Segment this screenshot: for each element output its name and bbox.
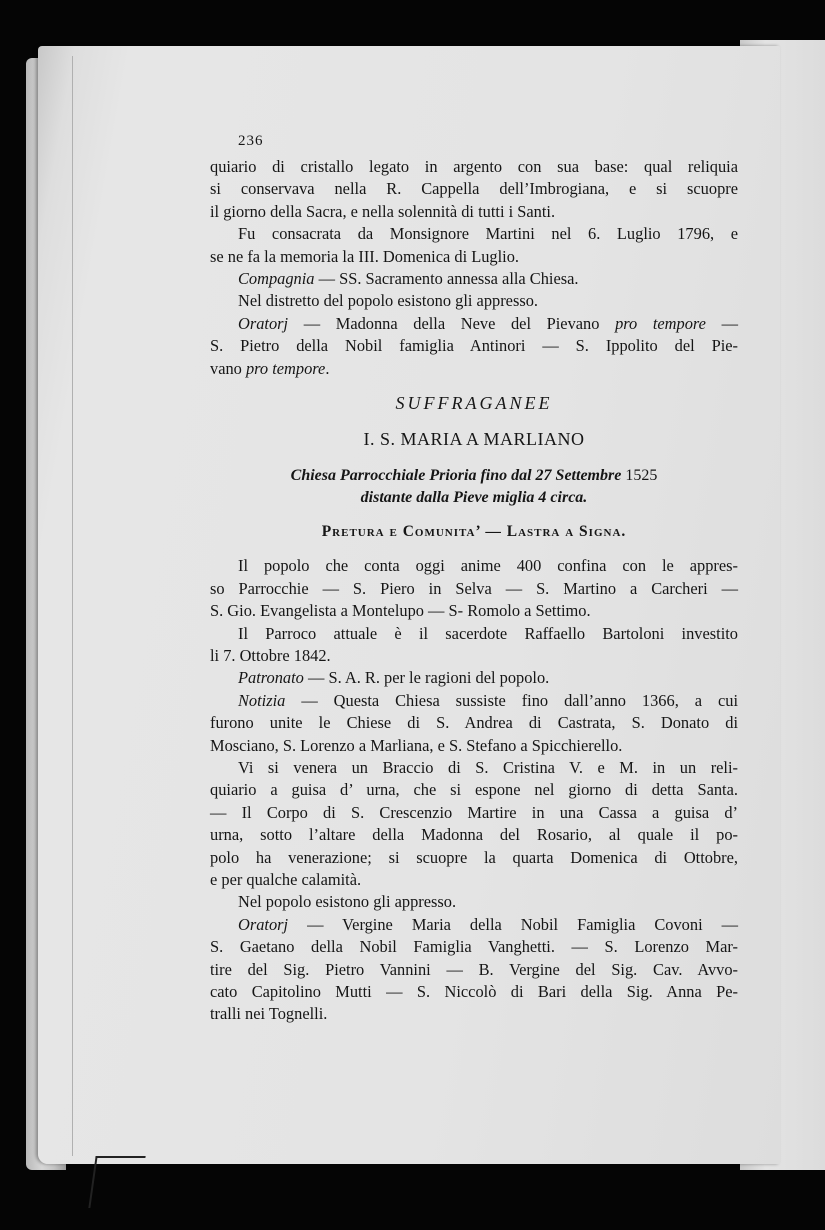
- church-subtitle: [210, 465, 738, 509]
- text-line: [210, 358, 738, 380]
- line-italic-tail: pro tempore: [245, 358, 326, 378]
- text-line: [210, 802, 738, 824]
- text-line: [210, 667, 738, 689]
- line-text: S. Pietro della Nobil famiglia Antinori — S. Ippolito del Pie-: [210, 336, 738, 356]
- line-text: tralli nei Tognelli.: [210, 1004, 328, 1024]
- church-subtitle-line1: Chiesa Parrocchiale Prioria fino dal 27 Settembre: [290, 466, 622, 484]
- text-line: [210, 290, 738, 312]
- text-line: [210, 555, 738, 577]
- text-line: [210, 959, 738, 981]
- line-text: li 7. Ottobre 1842.: [210, 645, 331, 665]
- line-text: cato Capitolino Mutti — S. Niccolò di Bari della Sig. Anna Pe-: [210, 982, 738, 1001]
- book-page: [38, 46, 780, 1164]
- line-text: — Il Corpo di S. Crescenzio Martire in una Cassa a guisa d’: [210, 802, 738, 822]
- line-text: Nel distretto del popolo esistono gli appresso.: [238, 291, 539, 311]
- line-text: S. Gaetano della Nobil Famiglia Vanghetti. — S. Lorenzo Mar-: [210, 937, 738, 957]
- line-text: Vi si venera un Braccio di S. Cristina V. e M. in un reli-: [238, 757, 738, 777]
- line-text: polo ha venerazione; si scuopre la quarta Domenica di Ottobre,: [210, 847, 738, 867]
- text-line: [210, 824, 738, 846]
- line-text: Il Parroco attuale è il sacerdote Raffaello Bartoloni investito: [238, 623, 738, 643]
- body-paragraphs: [210, 555, 738, 1026]
- church-subtitle-line2: distante dalla Pieve miglia 4 circa.: [360, 488, 588, 506]
- text-line: [210, 1003, 738, 1025]
- text-line: [210, 313, 738, 335]
- line-text: furono unite le Chiese di S. Andrea di Castrata, S. Donato di: [210, 713, 738, 733]
- line-text: e per qualche calamità.: [210, 869, 362, 889]
- section-heading: SUFFRAGANEE: [395, 393, 553, 414]
- page-number: 236: [238, 133, 264, 149]
- text-line: [210, 246, 738, 268]
- line-text: S. Gio. Evangelista a Montelupo — S- Romolo a Settimo.: [210, 601, 591, 621]
- line-text: urna, sotto l’altare della Madonna del Rosario, al quale il po-: [210, 825, 738, 845]
- text-line: [210, 712, 738, 734]
- line-tail: —: [705, 313, 738, 333]
- line-text: — Vergine Maria della Nobil Famiglia Covoni —: [288, 914, 738, 934]
- line-text: — SS. Sacramento annessa alla Chiesa.: [314, 269, 579, 289]
- text-line: [210, 757, 738, 779]
- text-line: [210, 981, 738, 1003]
- line-text: — S. A. R. per le ragioni del popolo.: [303, 668, 550, 688]
- line-text: tire del Sig. Pietro Vannini — B. Vergine del Sig. Cav. Avvo-: [210, 959, 738, 979]
- line-text: quiario di cristallo legato in argento con sua base: qual reliquia: [210, 157, 738, 176]
- line-text: so Parrocchie — S. Piero in Selva — S. Martino a Carcheri —: [210, 578, 738, 598]
- page-corner-tab: [88, 1156, 145, 1208]
- line-label: Oratorj: [238, 914, 289, 934]
- text-line: [210, 645, 738, 667]
- text-line: [210, 178, 738, 200]
- text-line: [210, 847, 738, 869]
- text-line: [210, 600, 738, 622]
- line-text: vano: [210, 358, 246, 378]
- church-subtitle-year: 1525: [625, 466, 658, 484]
- text-line: [210, 156, 738, 178]
- line-text: se ne fa la memoria la III. Domenica di Luglio.: [210, 246, 520, 266]
- line-label: Patronato: [238, 668, 304, 688]
- line-text: Nel popolo esistono gli appresso.: [238, 892, 457, 912]
- line-text: si conservava nella R. Cappella dell’Imbrogiana, e si scuopre: [210, 179, 738, 199]
- text-line: [210, 335, 738, 357]
- text-line: [210, 268, 738, 290]
- text-line: [210, 223, 738, 245]
- line-text: quiario a guisa d’ urna, che si espone nel giorno di detta Santa.: [210, 780, 738, 800]
- line-label: Compagnia: [238, 269, 315, 289]
- text-line: [210, 914, 738, 936]
- line-text: Il popolo che conta oggi anime 400 confina con le appres-: [238, 556, 738, 576]
- intro-paragraphs: [210, 156, 738, 380]
- line-text: Mosciano, S. Lorenzo a Marliana, e S. Stefano a Spicchierello.: [210, 735, 623, 755]
- line-text: — Madonna della Neve del Pievano: [288, 313, 616, 333]
- line-text: il giorno della Sacra, e nella solennità di tutti i Santi.: [210, 201, 556, 221]
- text-line: [210, 623, 738, 645]
- line-italic-tail: pro tempore: [615, 313, 706, 333]
- text-line: [210, 578, 738, 600]
- text-line: [210, 936, 738, 958]
- text-line: [210, 869, 738, 891]
- text-line: [210, 690, 738, 712]
- line-tail: .: [325, 358, 330, 378]
- text-line: [210, 201, 738, 223]
- jurisdiction-line: Pretura e Comunita’ — Lastra a Signa.: [321, 522, 627, 540]
- text-line: [210, 735, 738, 757]
- line-label: Oratorj: [238, 313, 289, 333]
- page-body: [210, 156, 738, 1026]
- page-fold-line: [72, 56, 73, 1156]
- text-line: [210, 779, 738, 801]
- text-line: [210, 891, 738, 913]
- line-text: — Questa Chiesa sussiste fino dall’anno 1366, a cui: [285, 690, 738, 710]
- line-label: Notizia: [238, 690, 286, 710]
- church-title: I. S. MARIA A MARLIANO: [363, 429, 585, 450]
- line-text: Fu consacrata da Monsignore Martini nel 6. Luglio 1796, e: [238, 224, 738, 244]
